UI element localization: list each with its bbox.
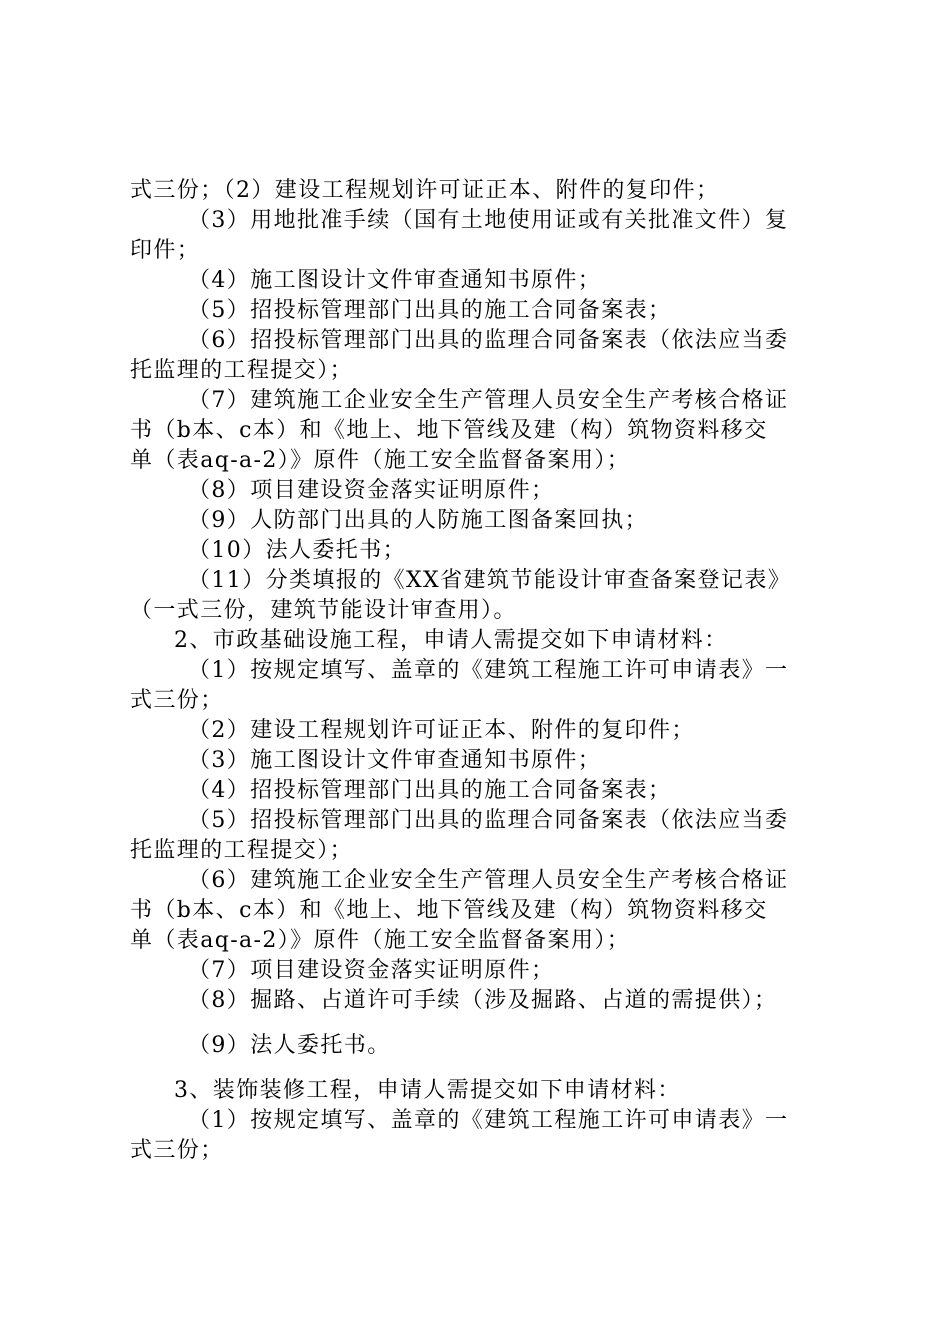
paragraph-line: 托监理的工程提交）； [130,838,354,863]
paragraph-line: （8）项目建设资金落实证明原件； [188,478,555,503]
paragraph-line: （1）按规定填写、盖章的《建筑工程施工许可申请表》一 [188,1108,789,1133]
paragraph-line: 式三份；（2）建设工程规划许可证正本、附件的复印件； [130,178,720,203]
document-body [130,176,830,1166]
paragraph-line: （5）招投标管理部门出具的施工合同备案表； [188,298,672,323]
paragraph-line: （7）项目建设资金落实证明原件； [188,958,555,983]
section-heading: 2、市政基础设施工程，申请人需提交如下申请材料： [174,628,728,653]
paragraph-line: 单（表aq-a-2）》原件（施工安全监督备案用）； [130,448,631,473]
paragraph-line: （6）招投标管理部门出具的监理合同备案表（依法应当委 [188,328,789,353]
paragraph-line: 式三份； [130,688,224,713]
paragraph-line: （8）掘路、占道许可手续（涉及掘路、占道的需提供）； [188,988,778,1013]
paragraph-line: （4）招投标管理部门出具的施工合同备案表； [188,778,672,803]
paragraph-line: （10）法人委托书； [188,538,406,563]
paragraph-line: （9）法人委托书。 [188,1033,391,1058]
paragraph-line: （3）施工图设计文件审查通知书原件； [188,748,602,773]
paragraph-line: 托监理的工程提交）； [130,358,354,383]
paragraph-line: （一式三份，建筑节能设计审查用）。 [130,598,517,623]
paragraph-line: （7）建筑施工企业安全生产管理人员安全生产考核合格证 [188,388,789,413]
paragraph-line: 印件； [130,238,201,263]
paragraph-line: 单（表aq-a-2）》原件（施工安全监督备案用）； [130,928,631,953]
paragraph-line: 书（b本、c本）和《地上、地下管线及建（构）筑物资料移交 [130,898,768,923]
section-heading: 3、装饰装修工程，申请人需提交如下申请材料： [174,1078,681,1103]
paragraph-line: （9）人防部门出具的人防施工图备案回执； [188,508,648,533]
paragraph-line: （5）招投标管理部门出具的监理合同备案表（依法应当委 [188,808,789,833]
paragraph-line: （2）建设工程规划许可证正本、附件的复印件； [188,718,695,743]
paragraph-line: （6）建筑施工企业安全生产管理人员安全生产考核合格证 [188,868,789,893]
paragraph-line: （1）按规定填写、盖章的《建筑工程施工许可申请表》一 [188,658,789,683]
paragraph-line: （3）用地批准手续（国有土地使用证或有关批准文件）复 [188,208,789,233]
paragraph-line: （4）施工图设计文件审查通知书原件； [188,268,602,293]
paragraph-line: （11）分类填报的《XX省建筑节能设计审查备案登记表》 [188,568,792,593]
paragraph-line: 式三份； [130,1138,224,1163]
paragraph-line: 书（b本、c本）和《地上、地下管线及建（构）筑物资料移交 [130,418,768,443]
